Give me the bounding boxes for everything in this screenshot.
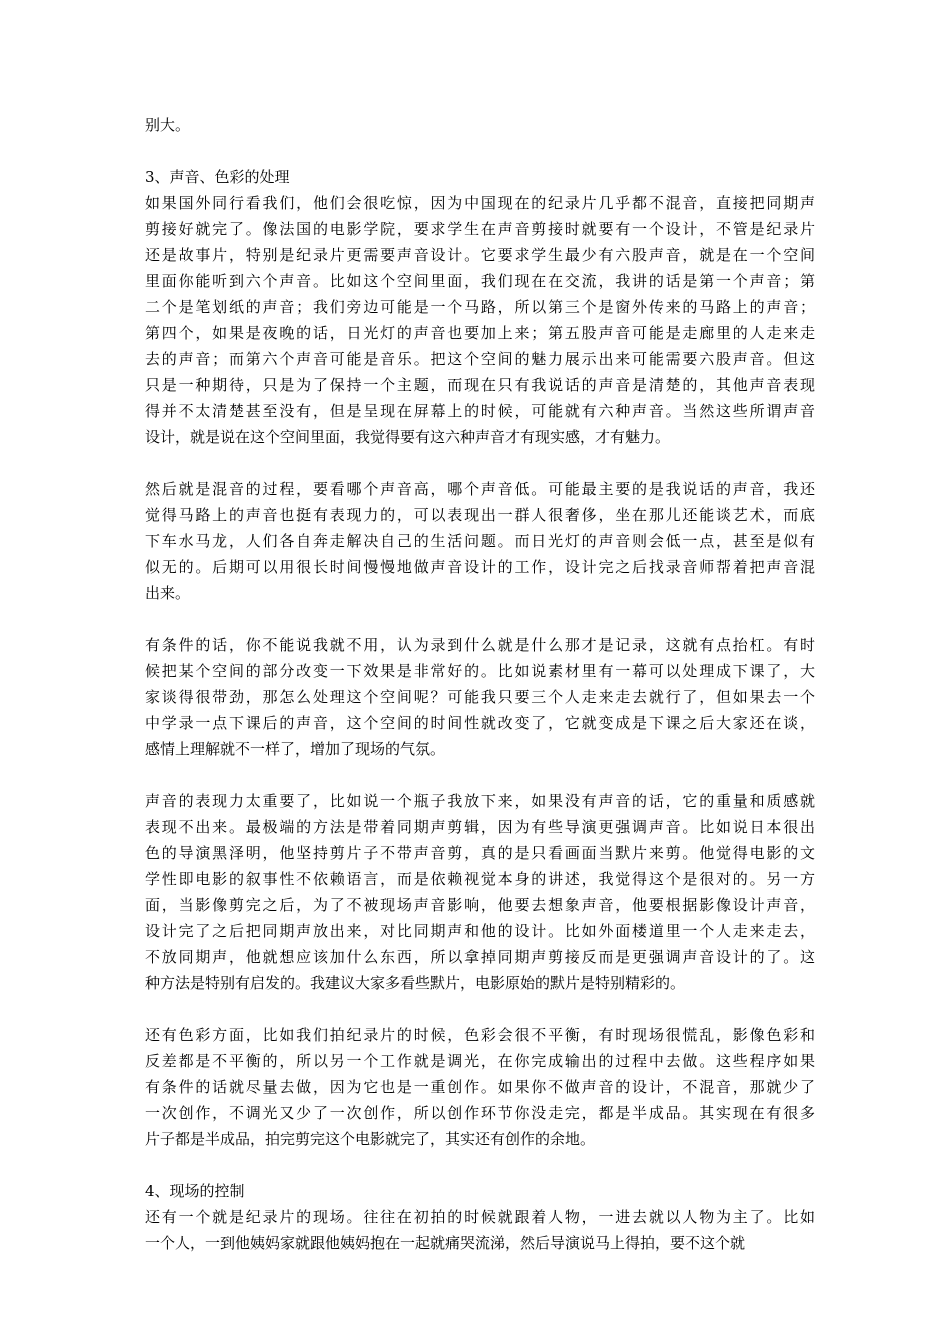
text-line: 候把某个空间的部分改变一下效果是非常好的。比如说素材里有一幕可以处理成下课了，大 <box>145 662 815 680</box>
text-line: 家谈得很带劲，那怎么处理这个空间呢？可能我只要三个人走来走去就行了，但如果去一个 <box>145 688 815 706</box>
text-line: 还有一个就是纪录片的现场。往往在初拍的时候就跟着人物，一进去就以人物为主了。比如 <box>145 1208 815 1226</box>
text-line: 设计，就是说在这个空间里面，我觉得要有这六种声音才有现实感，才有魅力。 <box>145 428 671 446</box>
paragraph-gap <box>145 606 815 632</box>
text-line: 学性即电影的叙事性不依赖语言，而是依赖视觉本身的讲述，我觉得这个是很对的。另一方 <box>145 870 815 888</box>
text-line: 一个人，一到他姨妈家就跟他姨妈抱在一起就痛哭流涕，然后导演说马上得拍，要不这个就 <box>145 1234 746 1252</box>
section-4-heading: 4、现场的控制 <box>145 1182 245 1200</box>
text-line: 去的声音；而第六个声音可能是音乐。把这个空间的魅力展示出来可能需要六股声音。但这 <box>145 350 815 368</box>
text-line: 还有色彩方面，比如我们拍纪录片的时候，色彩会很不平衡，有时现场很慌乱，影像色彩和 <box>145 1026 815 1044</box>
text-line: 二个是笔划纸的声音；我们旁边可能是一个马路，所以第三个是窗外传来的马路上的声音； <box>145 298 815 316</box>
text-line: 下车水马龙，人们各自奔走解决自己的生活问题。而日光灯的声音则会低一点，甚至是似有 <box>145 532 815 550</box>
section-3-body <box>145 190 815 1152</box>
text-line: 面，当影像剪完之后，为了不被现场声音影响，他要去想象声音，他要根据影像设计声音， <box>145 896 815 914</box>
text-line: 得并不太清楚甚至没有，但是呈现在屏幕上的时候，可能就有六种声音。当然这些所谓声音 <box>145 402 815 420</box>
text-line: 似无的。后期可以用很长时间慢慢地做声音设计的工作，设计完之后找录音师帮着把声音混 <box>145 558 815 576</box>
paragraph <box>145 632 815 762</box>
paragraph <box>145 1022 815 1152</box>
text-line: 然后就是混音的过程，要看哪个声音高，哪个声音低。可能最主要的是我说话的声音，我还 <box>145 480 815 498</box>
document-body <box>145 112 815 1256</box>
text-line: 出来。 <box>145 584 191 602</box>
text-line: 片子都是半成品，拍完剪完这个电影就完了，其实还有创作的余地。 <box>145 1130 596 1148</box>
text-line: 有条件的话，你不能说我就不用，认为录到什么就是什么那才是记录，这就有点抬杠。有时 <box>145 636 815 654</box>
text-line: 反差都是不平衡的，所以另一个工作就是调光，在你完成输出的过程中去做。这些程序如果 <box>145 1052 815 1070</box>
text-line: 中学录一点下课后的声音，这个空间的时间性就改变了，它就变成是下课之后大家还在谈， <box>145 714 815 732</box>
text-line: 感情上理解就不一样了，增加了现场的气氛。 <box>145 740 446 758</box>
text-line: 设计完了之后把同期声放出来，对比同期声和他的设计。比如外面楼道里一个人走来走去， <box>145 922 815 940</box>
text-line: 不放同期声，他就想应该加什么东西，所以拿掉同期声剪接反而是更强调声音设计的了。这 <box>145 948 815 966</box>
text-line: 只是一种期待，只是为了保持一个主题，而现在只有我说话的声音是清楚的，其他声音表现 <box>145 376 815 394</box>
text-line: 觉得马路上的声音也挺有表现力的，可以表现出一群人很奢侈，坐在那儿还能谈艺术，而底 <box>145 506 815 524</box>
text-line: 有条件的话就尽量去做，因为它也是一重创作。如果你不做声音的设计，不混音，那就少了 <box>145 1078 815 1096</box>
section-3-heading: 3、声音、色彩的处理 <box>145 168 290 186</box>
paragraph <box>145 476 815 606</box>
section-4-body <box>145 1204 815 1256</box>
text-line: 剪接好就完了。像法国的电影学院，要求学生在声音剪接时就要有一个设计，不管是纪录片 <box>145 220 815 238</box>
intro-tail-line: 别大。 <box>145 116 191 134</box>
paragraph-gap <box>145 1152 815 1178</box>
paragraph <box>145 788 815 996</box>
text-line: 种方法是特别有启发的。我建议大家多看些默片，电影原始的默片是特别精彩的。 <box>145 974 686 992</box>
text-line: 色的导演黑泽明，他坚持剪片子不带声音剪，真的是只看画面当默片来剪。他觉得电影的文 <box>145 844 815 862</box>
text-line: 第四个，如果是夜晚的话，日光灯的声音也要加上来；第五股声音可能是走廊里的人走来走 <box>145 324 815 342</box>
paragraph <box>145 190 815 450</box>
text-line: 一次创作，不调光又少了一次创作，所以创作环节你没走完，都是半成品。其实现在有很多 <box>145 1104 815 1122</box>
paragraph-gap <box>145 762 815 788</box>
text-line: 声音的表现力太重要了，比如说一个瓶子我放下来，如果没有声音的话，它的重量和质感就 <box>145 792 815 810</box>
paragraph <box>145 1204 815 1256</box>
paragraph-gap <box>145 138 815 164</box>
text-line: 如果国外同行看我们，他们会很吃惊，因为中国现在的纪录片几乎都不混音，直接把同期声 <box>145 194 815 212</box>
text-line: 里面你能听到六个声音。比如这个空间里面，我们现在在交流，我讲的话是第一个声音；第 <box>145 272 815 290</box>
text-line: 还是故事片，特别是纪录片更需要声音设计。它要求学生最少有六股声音，就是在一个空间 <box>145 246 815 264</box>
paragraph-gap <box>145 450 815 476</box>
text-line: 表现不出来。最极端的方法是带着同期声剪辑，因为有些导演更强调声音。比如说日本很出 <box>145 818 815 836</box>
paragraph-gap <box>145 996 815 1022</box>
